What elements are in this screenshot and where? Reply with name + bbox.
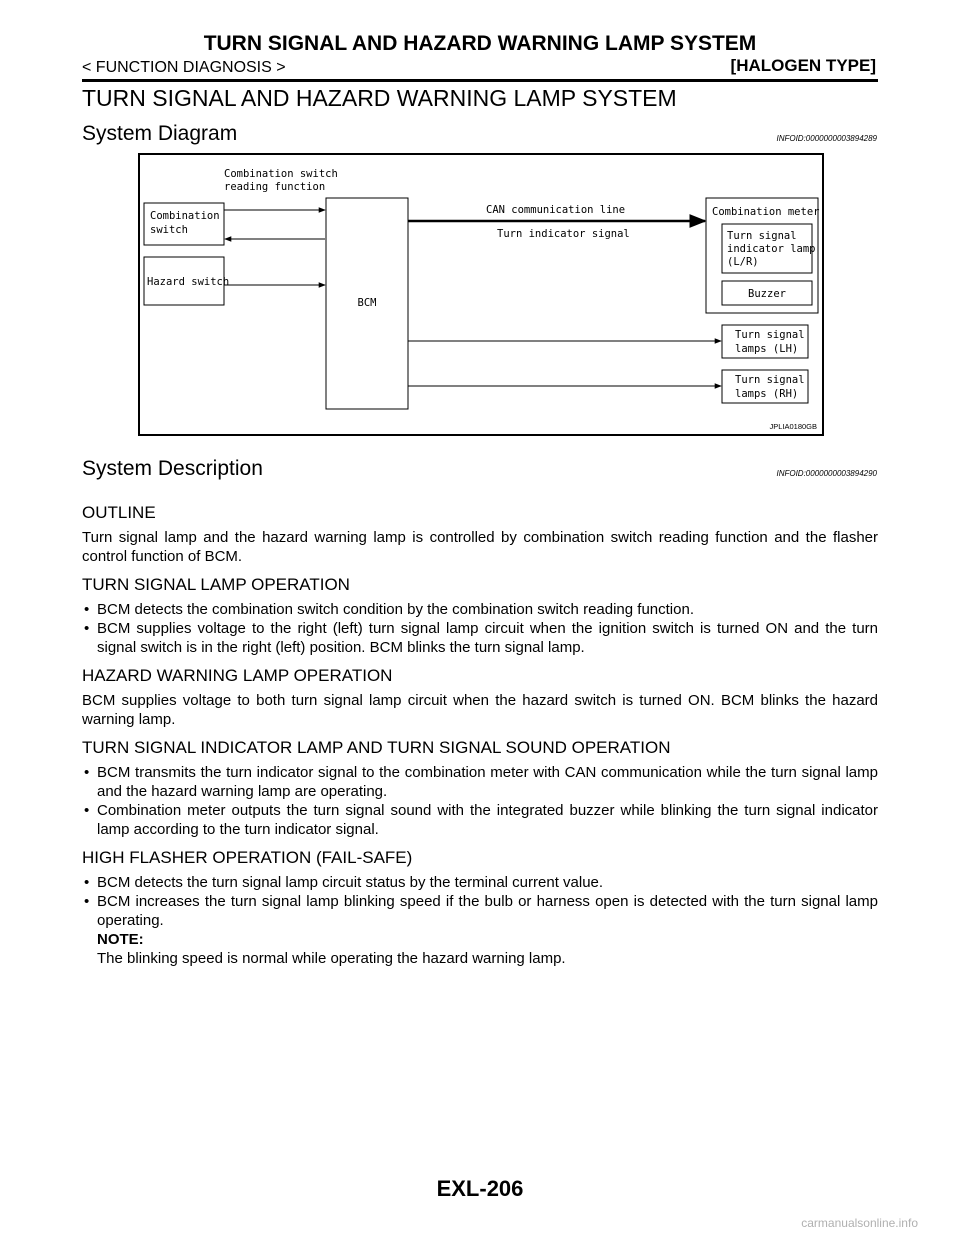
variant-label: [HALOGEN TYPE]: [730, 56, 876, 75]
combination-switch-label: Combination: [150, 210, 220, 222]
page-header-title: TURN SIGNAL AND HAZARD WARNING LAMP SYSTEM: [203, 32, 757, 55]
high-flasher-heading: HIGH FLASHER OPERATION (FAIL-SAFE): [82, 848, 413, 867]
high-flasher-list: [82, 873, 878, 930]
lamps-lh-label: lamps (LH): [735, 343, 799, 355]
watermark: carmanualsonline.info: [801, 1216, 918, 1230]
bcm-label: BCM: [357, 297, 377, 309]
list-item: • BCM transmits the turn indicator signal to the combination meter with CAN communication while the turn signal lamp and the hazard warning lamp are operating.: [82, 763, 878, 801]
note-text: The blinking speed is normal while operating the hazard warning lamp.: [97, 950, 566, 967]
lamps-rh-label: Turn signal: [735, 374, 805, 386]
reading-function-label: Combination switch: [224, 168, 338, 180]
list-item: • BCM detects the turn signal lamp circuit status by the terminal current value.: [82, 873, 878, 892]
lamps-lh-label: Turn signal: [735, 329, 805, 341]
hazard-heading: HAZARD WARNING LAMP OPERATION: [82, 666, 393, 685]
system-diagram: [138, 153, 824, 436]
indicator-lamp-label: (L/R): [727, 256, 759, 268]
section-title: TURN SIGNAL AND HAZARD WARNING LAMP SYSTEM: [82, 85, 677, 111]
header-rule: [82, 79, 878, 82]
system-description-title: System Description: [82, 457, 263, 480]
indicator-lamp-label: Turn signal: [727, 230, 797, 242]
indicator-heading: TURN SIGNAL INDICATOR LAMP AND TURN SIGNAL SOUND OPERATION: [82, 738, 671, 757]
breadcrumb: < FUNCTION DIAGNOSIS >: [82, 59, 286, 76]
list-item: • BCM increases the turn signal lamp blinking speed if the bulb or harness open is detected with the turn signal lamp operating.: [82, 892, 878, 930]
page-number: EXL-206: [436, 1176, 524, 1201]
list-item: • BCM detects the combination switch condition by the combination switch reading function.: [82, 600, 878, 619]
list-item: • BCM supplies voltage to the right (left) turn signal lamp circuit when the ignition switch is turned ON and the turn signal switch is in the right (left) position. BCM blinks the turn signal lamp.: [82, 619, 878, 657]
indicator-list: [82, 763, 878, 839]
turn-signal-list: [82, 600, 878, 657]
can-line-label: CAN communication line: [486, 204, 626, 216]
system-diagram-infoid: INFOID:0000000003894289: [776, 134, 877, 143]
diagram-frame: [139, 154, 823, 435]
hazard-switch-label: Hazard switch: [147, 276, 230, 288]
lamps-rh-label: lamps (RH): [735, 388, 799, 400]
figure-id: JPLIA0180GB: [769, 422, 817, 431]
outline-text: Turn signal lamp and the hazard warning lamp is controlled by combination switch reading function and the flasher control function of BCM.: [82, 529, 878, 565]
list-item: • Combination meter outputs the turn signal sound with the integrated buzzer while blinking the turn signal indicator lamp according to the turn indicator signal.: [82, 801, 878, 839]
hazard-text: BCM supplies voltage to both turn signal lamp circuit when the hazard switch is turned ON. BCM blinks the hazard warning lamp.: [82, 692, 878, 728]
combination-meter-label: Combination meter: [712, 206, 820, 218]
outline-heading: OUTLINE: [82, 503, 156, 522]
reading-function-label: reading function: [224, 181, 326, 193]
turn-signal-heading: TURN SIGNAL LAMP OPERATION: [82, 575, 350, 594]
buzzer-label: Buzzer: [748, 288, 786, 300]
note-label: NOTE:: [97, 931, 144, 948]
combination-switch-label: switch: [150, 224, 188, 236]
indicator-lamp-label: indicator lamp: [727, 243, 816, 255]
system-description-content: [82, 503, 878, 968]
turn-indicator-signal-label: Turn indicator signal: [497, 228, 630, 240]
system-description-infoid: INFOID:0000000003894290: [776, 469, 877, 478]
system-diagram-title: System Diagram: [82, 122, 238, 145]
